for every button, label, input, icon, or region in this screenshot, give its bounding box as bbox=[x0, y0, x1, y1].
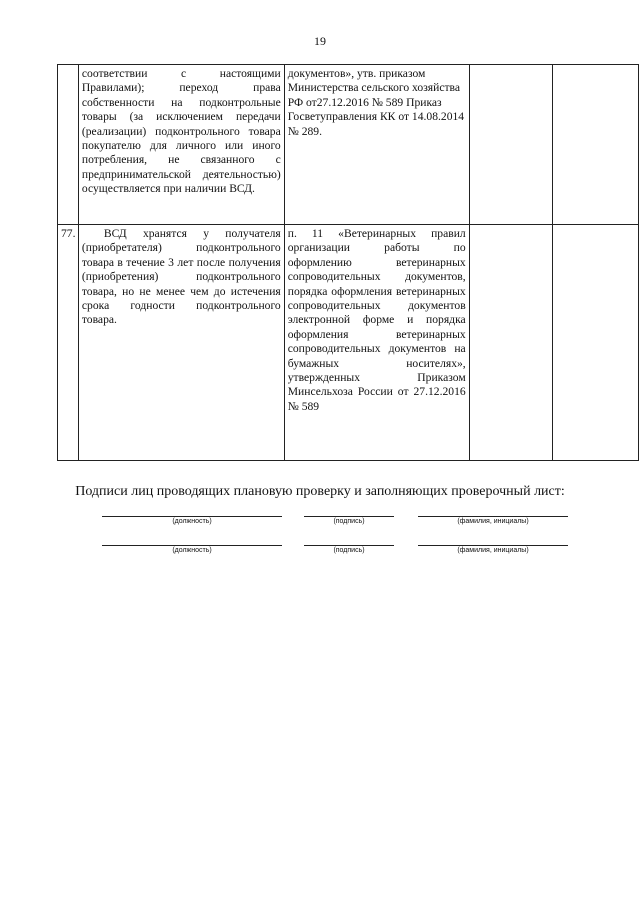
signature-label: (подпись) bbox=[333, 518, 365, 525]
requirement-cell: ВСД хранятся у получателя (приобретателя) подконтрольного товара в течение 3 лет после получения (приобретения) подконтрольного товара, но не менее чем до истечения срока годности подконтрольного товара. bbox=[78, 225, 284, 461]
reference-cell: документов», утв. приказом Министерства сельского хозяйства РФ от27.12.2016 № 589 Приказ Госветуправления КК от 14.08.2014 № 289. bbox=[284, 65, 469, 225]
table-row bbox=[58, 225, 639, 461]
position-label: (должность) bbox=[172, 547, 212, 554]
row-number-cell: 77. bbox=[58, 225, 79, 461]
signatures-title: Подписи лиц проводящих плановую проверку и заполняющих проверочный лист: bbox=[75, 484, 565, 499]
position-line bbox=[102, 516, 282, 517]
signature-line bbox=[304, 545, 394, 546]
signature-line bbox=[304, 516, 394, 517]
empty-cell bbox=[553, 225, 639, 461]
requirement-cell: соответствии с настоящими Правилами); переход права собственности на подконтрольные товары (за исключением передачи (реализации) подконтрольного товара покупателю для личного или иного потребления, не связанного с предпринимательской деятельностью) осуществляется при наличии ВСД. bbox=[78, 65, 284, 225]
name-line bbox=[418, 545, 568, 546]
reference-cell: п. 11 «Ветеринарных правил организации работы по оформлению ветеринарных сопроводительных документов, порядка оформления ветеринарных сопроводительных документов электронной форме и порядка оформления ветеринарных сопроводительных документов на бумажных носителях», утвержденных Приказом Минсельхоза России от 27.12.2016 № 589 bbox=[284, 225, 469, 461]
name-line bbox=[418, 516, 568, 517]
page-number: 19 bbox=[314, 34, 326, 48]
empty-cell bbox=[553, 65, 639, 225]
name-label: (фамилия, инициалы) bbox=[457, 518, 529, 525]
position-label: (должность) bbox=[172, 518, 212, 525]
position-line bbox=[102, 545, 282, 546]
signature-label: (подпись) bbox=[333, 547, 365, 554]
row-number-cell bbox=[58, 65, 79, 225]
table-row bbox=[58, 65, 639, 225]
empty-cell bbox=[469, 65, 553, 225]
empty-cell bbox=[469, 225, 553, 461]
checklist-table bbox=[57, 64, 639, 461]
name-label: (фамилия, инициалы) bbox=[457, 547, 529, 554]
